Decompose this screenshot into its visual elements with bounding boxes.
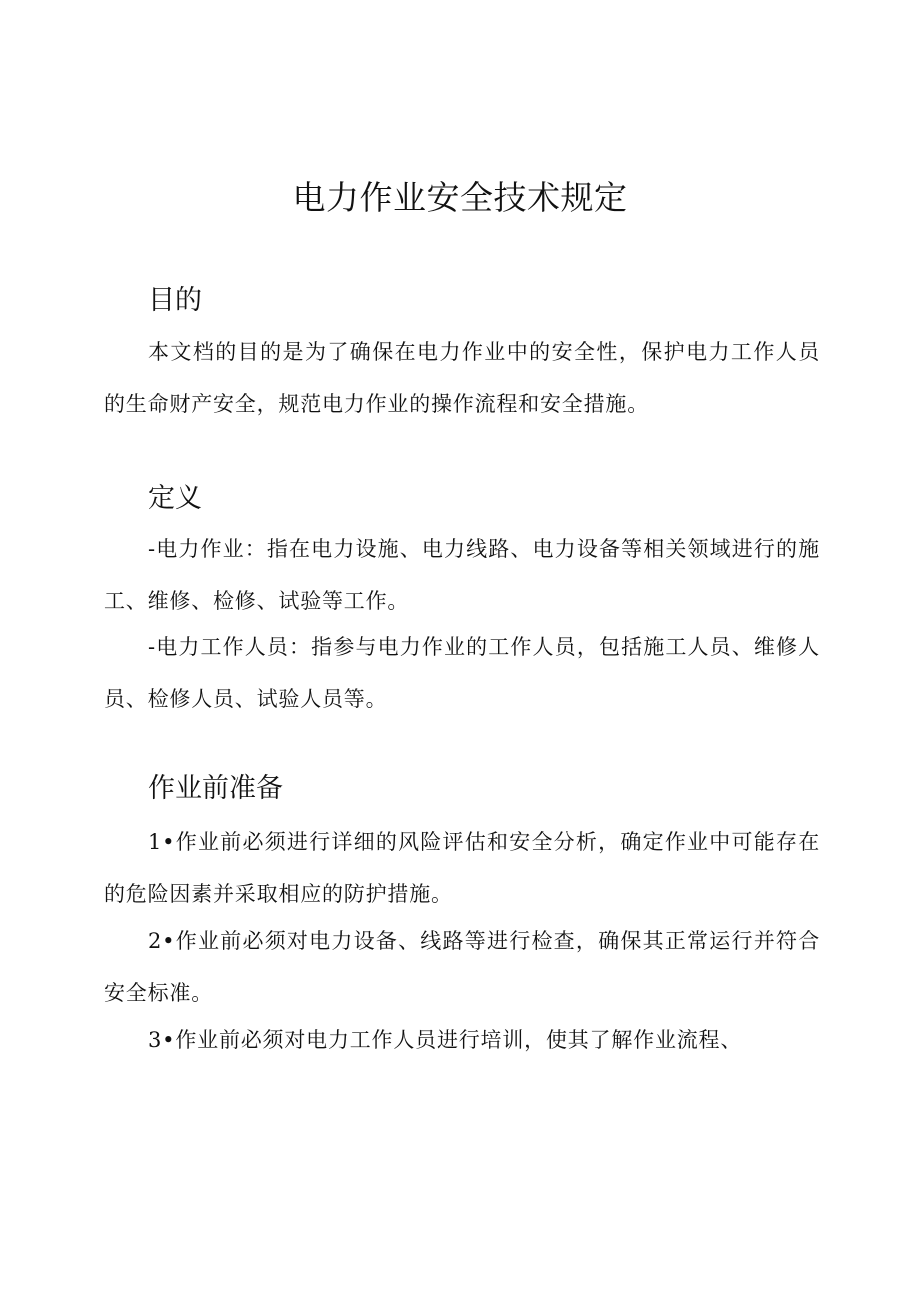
preparation-item: 2•作业前必须对电力设备、线路等进行检查，确保其正常运行并符合安全标准。 bbox=[104, 929, 820, 1005]
section-heading-purpose: 目的 bbox=[148, 285, 202, 316]
purpose-paragraph: 本文档的目的是为了确保在电力作业中的安全性，保护电力工作人员的生命财产安全，规范电力作业的操作流程和安全措施。 bbox=[104, 340, 820, 416]
section-heading-definition: 定义 bbox=[148, 483, 202, 514]
document-title: 电力作业安全技术规定 bbox=[292, 178, 628, 217]
definition-item: -电力工作人员：指参与电力作业的工作人员，包括施工人员、维修人员、检修人员、试验人员等。 bbox=[104, 635, 820, 711]
preparation-item: 3•作业前必须对电力工作人员进行培训，使其了解作业流程、 bbox=[148, 1028, 743, 1052]
definition-item: -电力作业：指在电力设施、电力线路、电力设备等相关领域进行的施工、维修、检修、试验等工作。 bbox=[104, 537, 820, 613]
section-heading-preparation: 作业前准备 bbox=[148, 773, 283, 804]
preparation-item: 1•作业前必须进行详细的风险评估和安全分析，确定作业中可能存在的危险因素并采取相应的防护措施。 bbox=[104, 830, 820, 906]
